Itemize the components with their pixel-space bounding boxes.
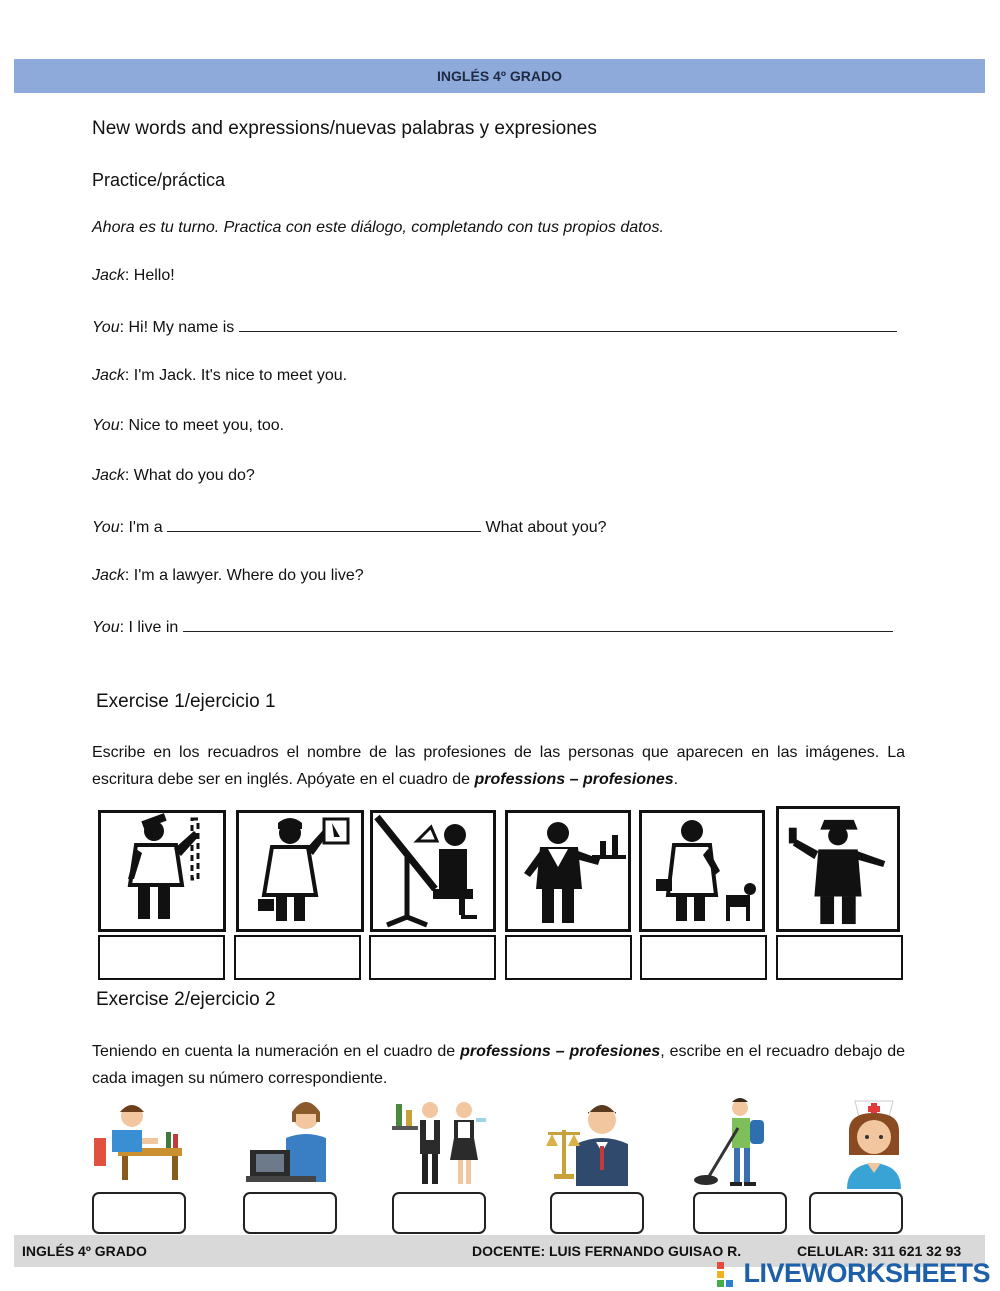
answer-box[interactable] [234,935,361,980]
dialogue-line: You: I'm a What about you? [92,519,607,536]
answer-box[interactable] [98,935,225,980]
header-title: INGLÉS 4º GRADO [437,68,562,84]
answer-box[interactable] [369,935,496,980]
footer-teacher: DOCENTE: LUIS FERNANDO GUISAO R. [472,1243,742,1259]
writer-icon [92,1100,187,1185]
liveworksheets-icon [717,1262,741,1288]
dialogue-line: You: Hi! My name is [92,317,897,337]
liveworksheets-logo [717,1258,990,1289]
name-blank[interactable] [239,317,897,332]
waiter-icon [505,810,631,932]
dialogue-line: You: Nice to meet you, too. [92,417,285,434]
lawyer-icon [546,1100,636,1186]
practice-instruction: Ahora es tu turno. Practica con este diálogo, completando con tus propios datos. [92,219,664,236]
answer-box[interactable] [505,935,632,980]
dialogue-line: Jack: What do you do? [92,467,255,484]
vet-icon [639,810,765,932]
number-box[interactable] [392,1192,486,1234]
exercise1-instructions: Escribe en los recuadros el nombre de las profesiones de las personas que aparecen en las imágenes. La escritura debe ser en inglés. Apóyate en el cuadro de professions – profesiones. [92,744,905,788]
liveworksheets-text: LIVEWORKSHEETS [743,1258,990,1288]
city-blank[interactable] [183,617,893,632]
answer-box[interactable] [776,935,903,980]
footer-phone: CELULAR: 311 621 32 93 [797,1243,962,1259]
dialogue-line: Jack: Hello! [92,267,175,284]
police-officer-icon [776,806,900,932]
nurse-icon [843,1097,905,1189]
number-box[interactable] [809,1192,903,1234]
waiters-icon [392,1100,487,1186]
painter-icon [98,810,226,932]
number-box[interactable] [550,1192,644,1234]
doctor-icon [236,810,364,932]
number-box[interactable] [243,1192,337,1234]
answer-box[interactable] [640,935,767,980]
number-box[interactable] [693,1192,787,1234]
footer-grade: INGLÉS 4º GRADO [22,1243,147,1259]
architect-icon [370,810,496,932]
exercise2-heading: Exercise 2/ejercicio 2 [96,989,276,1010]
header-bar [14,59,985,93]
office-worker-icon [246,1098,336,1186]
exercise1-heading: Exercise 1/ejercicio 1 [96,691,276,712]
profession-blank[interactable] [167,517,481,532]
dialogue-line: Jack: I'm Jack. It's nice to meet you. [92,367,348,384]
exercise2-instructions: Teniendo en cuenta la numeración en el cuadro de professions – profesiones, escribe en el recuadro debajo de cada imagen su número correspondiente. [92,1043,906,1087]
number-box[interactable] [92,1192,186,1234]
cleaner-icon [694,1098,782,1188]
practice-heading: Practice/práctica [92,170,226,190]
dialogue-line: You: I live in [92,617,893,637]
dialogue-line: Jack: I'm a lawyer. Where do you live? [92,567,364,584]
page-title: New words and expressions/nuevas palabras y expresiones [92,118,597,139]
